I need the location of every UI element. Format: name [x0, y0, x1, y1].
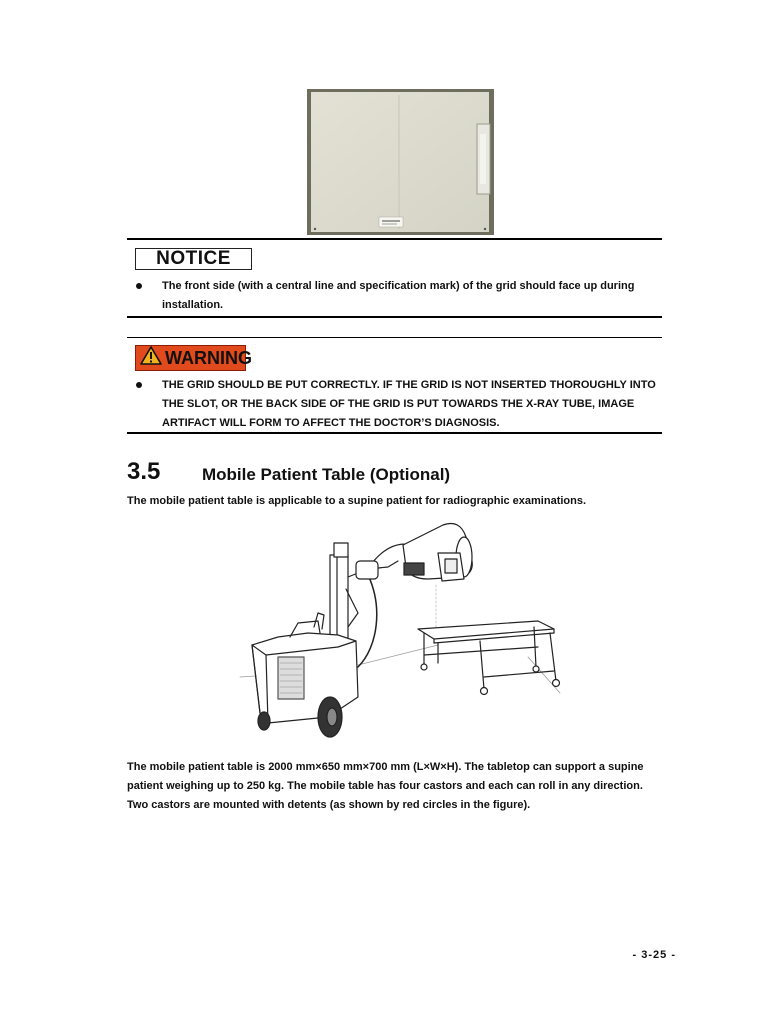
section-description: The mobile patient table is 2000 mm×650 mm×700 mm (L×W×H). The tabletop can support a supine patient weighing up to 250 kg. The mobile table has four castors and each can roll in any direction. Two castors are mounted with detents (as shown by red circles in the figure).: [127, 761, 644, 811]
section-number: 3.5: [127, 458, 161, 485]
notice-label: NOTICE: [135, 248, 252, 270]
notice-bottom-rule: [127, 316, 662, 318]
notice-bullet: [136, 283, 142, 289]
warning-label: [135, 345, 252, 371]
warning-bullet: [136, 382, 142, 388]
warning-bottom-rule: [127, 432, 662, 434]
notice-top-rule: [127, 238, 662, 240]
section-intro: The mobile patient table is applicable to a supine patient for radiographic examinations.: [127, 495, 587, 507]
page-number: - 3-25 -: [632, 949, 676, 961]
section-title: Mobile Patient Table (Optional): [202, 465, 451, 484]
warning-label-text: WARNING: [165, 348, 252, 368]
notice-text: The front side (with a central line and specification mark) of the grid should face up during installation.: [162, 280, 635, 311]
warning-text: THE GRID SHOULD BE PUT CORRECTLY. IF THE GRID IS NOT INSERTED THOROUGHLY INTO THE SLOT, OR THE BACK SIDE OF THE GRID IS PUT TOWARDS THE X-RAY TUBE, IMAGE ARTIFACT WILL FORM TO AFFECT THE DOCTOR’S DIAGNOSIS.: [162, 379, 656, 429]
grid-photo: [307, 89, 494, 235]
warning-top-rule: [127, 337, 662, 338]
warning-triangle-icon: [140, 346, 162, 370]
mobile-xray-illustration: [238, 517, 563, 745]
